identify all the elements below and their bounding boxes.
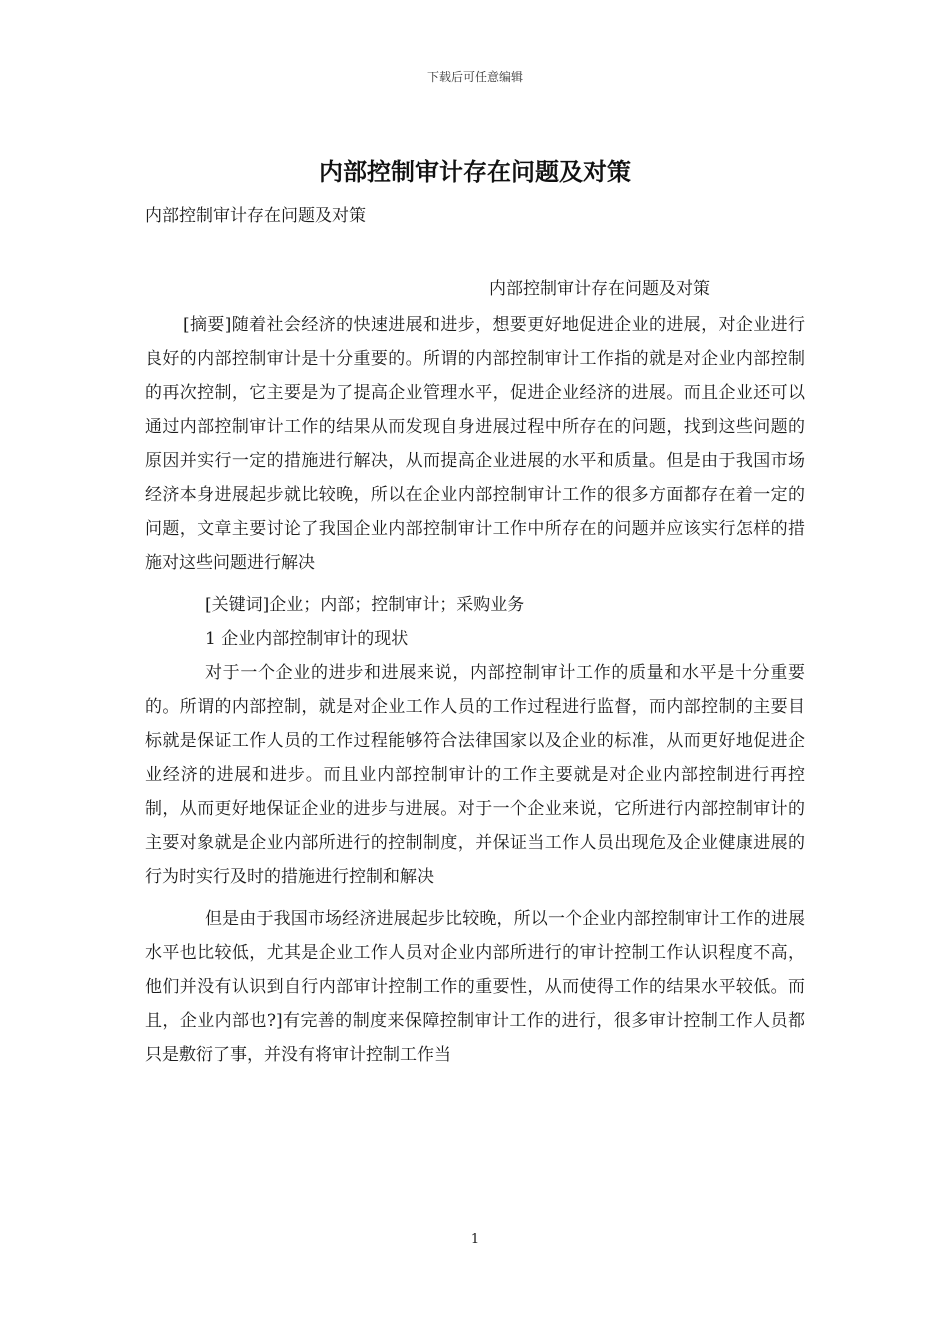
document-subtitle: 内部控制审计存在问题及对策 — [145, 206, 366, 226]
header-note: 下载后可任意编辑 — [426, 70, 523, 84]
document-body — [145, 308, 805, 1072]
keywords-paragraph: [关键词]企业；内部；控制审计；采购业务 — [205, 595, 525, 615]
section-heading: 1 企业内部控制审计的现状 — [205, 629, 409, 649]
body-paragraph: 对于一个企业的进步和进展来说，内部控制审计工作的质量和水平是十分重要的。所谓的内部控制，就是对企业工作人员的工作过程进行监督，而内部控制的主要目标就是保证工作人员的工作过程能够符合法律国家以及企业的标准，从而更好地促进企业经济的进展和进步。而且业内部控制审计的工作主要就是对企业内部控制进行再控制，从而更好地保证企业的进步与进展。对于一个企业来说，它所进行内部控制审计的主要对象就是企业内部所进行的控制制度，并保证当工作人员出现危及企业健康进展的行为时实行及时的措施进行控制和解决 — [145, 663, 805, 887]
body-paragraph: 但是由于我国市场经济进展起步比较晚，所以一个企业内部控制审计工作的进展水平也比较低，尤其是企业工作人员对企业内部所进行的审计控制工作认识程度不高，他们并没有认识到自行内部审计控制工作的重要性，从而使得工作的结果水平较低。而且，企业内部也?]有完善的制度来保障控制审计工作的进行，很多审计控制工作人员都只是敷衍了事，并没有将审计控制工作当 — [145, 909, 805, 1065]
document-title: 内部控制审计存在问题及对策 — [319, 157, 631, 186]
section-title-right: 内部控制审计存在问题及对策 — [489, 279, 710, 299]
page-number: 1 — [470, 1232, 480, 1247]
abstract-paragraph: [摘要]随着社会经济的快速进展和进步，想要更好地促进企业的进展，对企业进行良好的内部控制审计是十分重要的。所谓的内部控制审计工作指的就是对企业内部控制的再次控制，它主要是为了提高企业管理水平，促进企业经济的进展。而且企业还可以通过内部控制审计工作的结果从而发现自身进展过程中所存在的问题，找到这些问题的原因并实行一定的措施进行解决，从而提高企业进展的水平和质量。但是由于我国市场经济本身进展起步就比较晚，所以在企业内部控制审计工作的很多方面都存在着一定的问题，文章主要讨论了我国企业内部控制审计工作中所存在的问题并应该实行怎样的措施对这些问题进行解决 — [145, 315, 805, 573]
